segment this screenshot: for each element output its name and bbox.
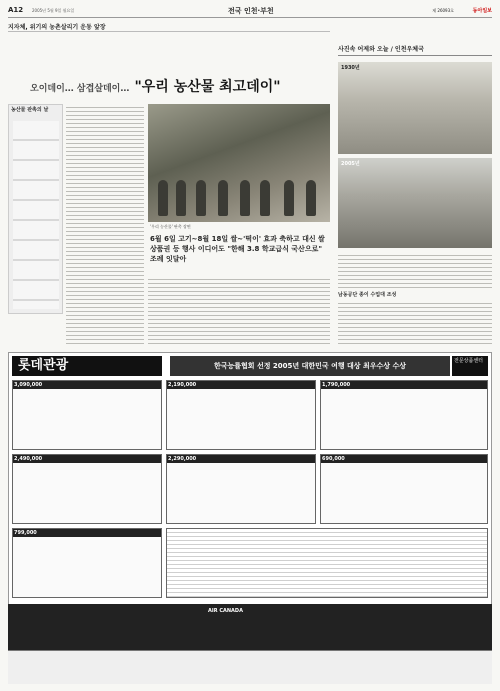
ad-cell-3 (12, 528, 162, 598)
archive-photo-2005 (338, 158, 492, 248)
sidebar-calendar (8, 104, 63, 314)
right-heading: 남동공단 종이 수업대 조성 (338, 292, 397, 298)
article-photo (148, 104, 330, 222)
sidebar-title: 농산물 판촉의 날 (11, 107, 49, 113)
ad-cell-5 (166, 454, 316, 524)
sidebar-list (13, 121, 59, 309)
issue-number: 제 26093호 (432, 8, 454, 13)
ad-price-2: 2,490,000 (13, 455, 161, 463)
ad-price-4: 2,190,000 (167, 381, 315, 389)
headline-prefix: 오이데이… 삼겹살데이… (30, 84, 130, 94)
page-number: A12 (8, 6, 24, 14)
ad-cell-1 (12, 380, 162, 450)
headline-main: "우리 농산물 최고데이" (134, 79, 281, 95)
article-headline (30, 76, 330, 98)
ad-price-6: 1,790,000 (321, 381, 487, 389)
ad-cell-6 (320, 380, 488, 450)
article-body-left (66, 104, 144, 344)
footer-bar (8, 650, 492, 684)
right-body (338, 300, 492, 344)
photo-caption: '우리 농산물' 판촉 장면 (150, 224, 191, 229)
ad-tag: 전문상품센터 (452, 356, 488, 376)
archive-photo-1930 (338, 62, 492, 154)
ad-brand: 롯데관광 (12, 356, 162, 376)
ad-price-7: 690,000 (321, 455, 487, 463)
ad-banner: 한국능률협회 선정 2005년 대한민국 여행 대상 최우수상 수상 (170, 356, 450, 376)
ad-price-3: 799,000 (13, 529, 161, 537)
article-kicker: 지자체, 위기의 농촌살리기 운동 앞장 (8, 22, 330, 32)
ad-cell-4 (166, 380, 316, 450)
photo-year-b: 2005년 (341, 161, 360, 167)
article-body-center (148, 276, 330, 344)
airline-name: AIR CANADA (208, 608, 243, 614)
issue-date: 2005년 5월 9일 월요일 (32, 8, 75, 13)
ad-price-1: 3,090,000 (13, 381, 161, 389)
page-header (8, 6, 492, 18)
photo-year-a: 1930년 (341, 65, 360, 71)
pull-quote: 6월 6일 고기∼8월 18일 쌀∼'떡이' 효과 축하고 대신 쌀 상품권 등 행사 이디어도 "한해 3.8 학교급식 국산으로" 조례 잇달아 (150, 235, 325, 263)
ad-product-grid (12, 380, 488, 600)
paper-name: 동아일보 (472, 8, 492, 14)
right-section-title: 사진속 어제와 오늘 / 인천우체국 (338, 44, 492, 56)
ad-cell-7 (320, 454, 488, 524)
ad-cell-8 (166, 528, 488, 598)
section-title: 전국 인천·부천 (228, 7, 274, 15)
ad-cell-2 (12, 454, 162, 524)
ad-bottom-band (8, 604, 492, 650)
right-photo-caption (338, 252, 492, 288)
ad-price-5: 2,290,000 (167, 455, 315, 463)
